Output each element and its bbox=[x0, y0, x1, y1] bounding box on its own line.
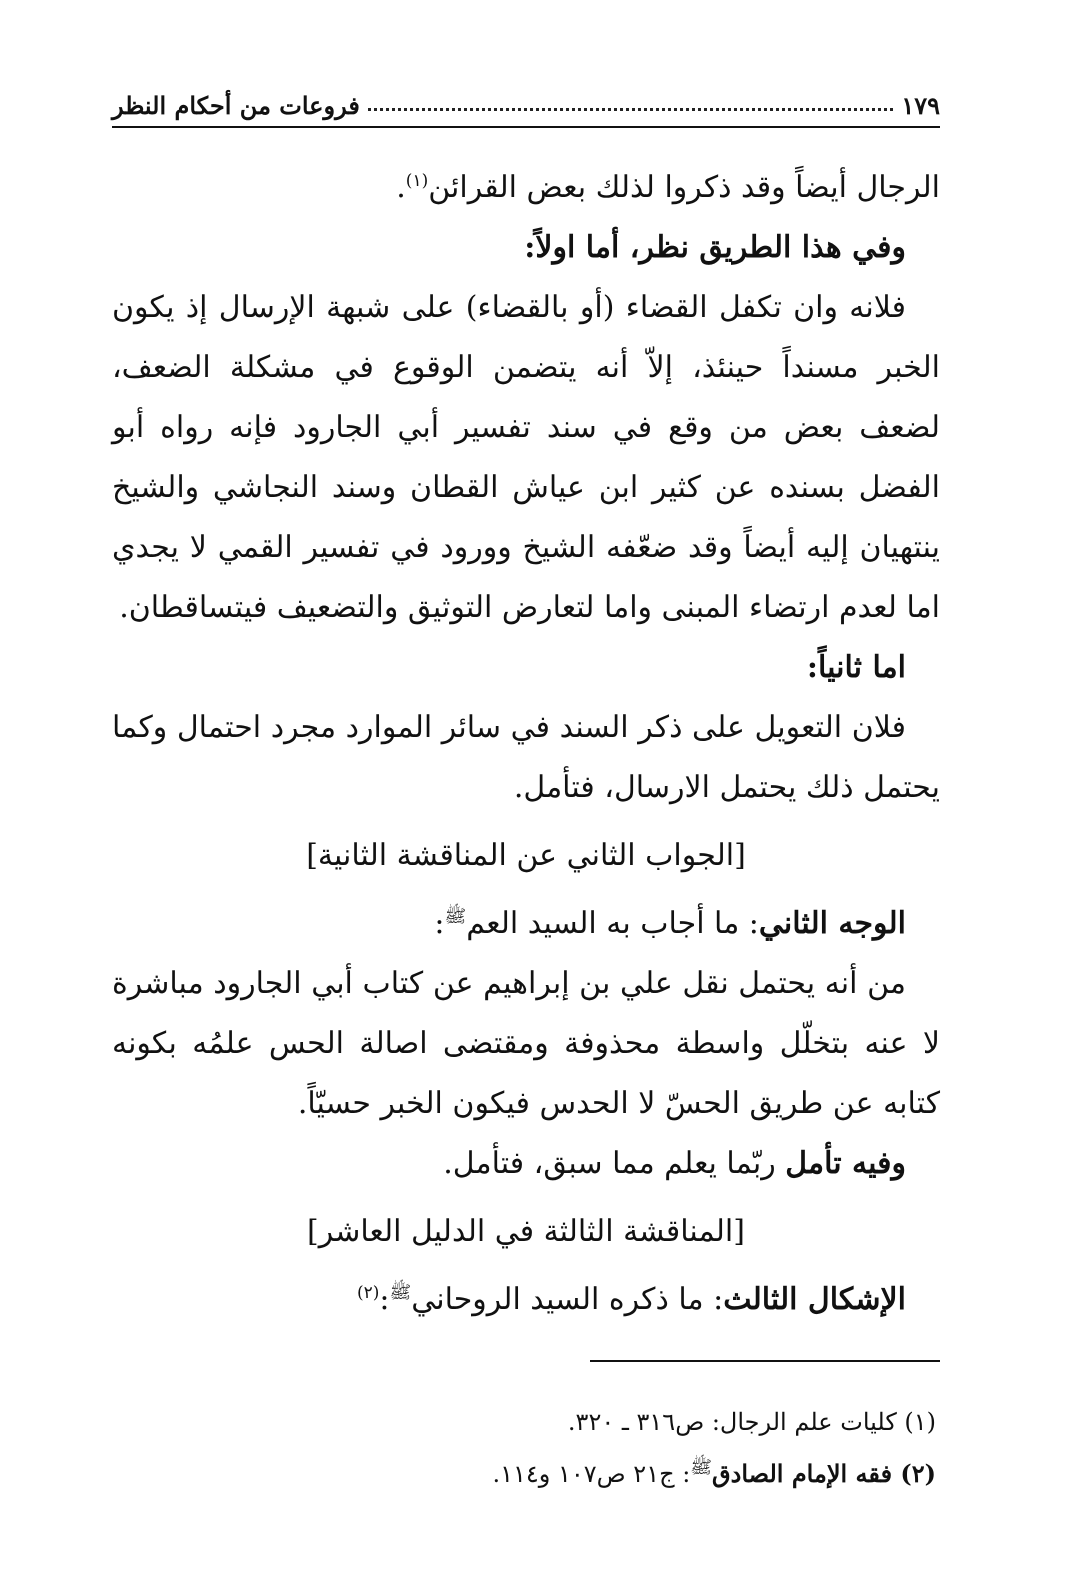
paragraph-wajh bbox=[112, 894, 940, 954]
footnote-2 bbox=[112, 1448, 936, 1500]
honorific-glyph-2: ﷺ bbox=[389, 1282, 412, 1303]
paragraph-1-end: . bbox=[396, 170, 406, 205]
ishkal-end: : bbox=[379, 1282, 390, 1317]
footnote-separator bbox=[590, 1360, 940, 1362]
running-header bbox=[112, 70, 940, 120]
paragraph-3: فلان التعويل على ذكر السند في سائر الموارد مجرد احتمال وكما يحتمل ذلك يحتمل الارسال، فتأمل. bbox=[112, 710, 940, 805]
wajh-end: : bbox=[434, 906, 445, 941]
ishkal-label: الإشكال الثالث bbox=[723, 1282, 906, 1317]
paragraph-1-text: الرجال أيضاً وقد ذكروا لذلك بعض القرائن bbox=[428, 170, 940, 205]
paragraph-4: من أنه يحتمل نقل علي بن إبراهيم عن كتاب أبي الجارود مباشرة لا عنه بتخلّل واسطة محذوفة ومقتضى اصالة الحس علمُه بكونه كتابه عن طريق الحسّ لا الحدس فيكون الخبر حسيّاً. bbox=[112, 966, 940, 1121]
section-heading-2: [المناقشة الثالثة في الدليل العاشر] bbox=[307, 1214, 745, 1249]
running-title: فروعات من أحكام النظر bbox=[112, 91, 360, 120]
header-dot-leader bbox=[368, 108, 894, 111]
page-number: ١٧٩ bbox=[901, 91, 940, 120]
body-text bbox=[112, 158, 940, 1330]
footnote-ref-1[interactable]: (١) bbox=[405, 171, 429, 191]
paragraph-2: فلانه وان تكفل القضاء (أو بالقضاء) على شبهة الإرسال إذ يكون الخبر مسنداً حينئذ، إلاّ أنه يتضمن الوقوع في مشكلة الضعف، لضعف بعض من وقع في سند تفسير أبي الجارود فإنه رواه أبو الفضل بسنده عن كثير ابن عياش القطان وسند النجاشي والشيخ ينتهيان إليه أيضاً وقد ضعّفه الشيخ وورود في تفسير القمي لا يجدي اما لعدم ارتضاء المبنى واما لتعارض التوثيق والتضعيف فيتساقطان. bbox=[112, 290, 940, 625]
footnotes bbox=[112, 1396, 936, 1500]
paragraph-ishkal bbox=[112, 1270, 940, 1330]
paragraph-1 bbox=[112, 158, 940, 218]
honorific-glyph-3: ﷺ bbox=[690, 1457, 713, 1478]
honorific-glyph-1: ﷺ bbox=[444, 906, 467, 927]
footnote-2-label: (٢) فقه الإمام الصادق bbox=[712, 1459, 936, 1488]
heading-first-point: وفي هذا الطريق نظر، أما اولاً: bbox=[524, 230, 906, 265]
header-rule bbox=[112, 126, 940, 128]
wajh-label: الوجه الثاني bbox=[758, 906, 906, 941]
section-heading-1: [الجواب الثاني عن المناقشة الثانية] bbox=[306, 838, 746, 873]
paragraph-5 bbox=[112, 1134, 940, 1194]
footnote-1: (١) كليات علم الرجال: ص٣١٦ ـ ٣٢٠. bbox=[567, 1408, 936, 1436]
heading-second-point: اما ثانياً: bbox=[806, 650, 906, 685]
reflection-label: وفيه تأمل bbox=[785, 1146, 906, 1181]
ishkal-text: : ما ذكره السيد الروحاني bbox=[411, 1282, 724, 1317]
footnote-2-text: : ج٢١ ص١٠٧ و١١٤. bbox=[492, 1460, 691, 1488]
reflection-text: ربّما يعلم مما سبق، فتأمل. bbox=[443, 1146, 786, 1181]
footnote-ref-2[interactable]: (٢) bbox=[356, 1283, 380, 1303]
wajh-text: : ما أجاب به السيد العم bbox=[466, 906, 759, 941]
